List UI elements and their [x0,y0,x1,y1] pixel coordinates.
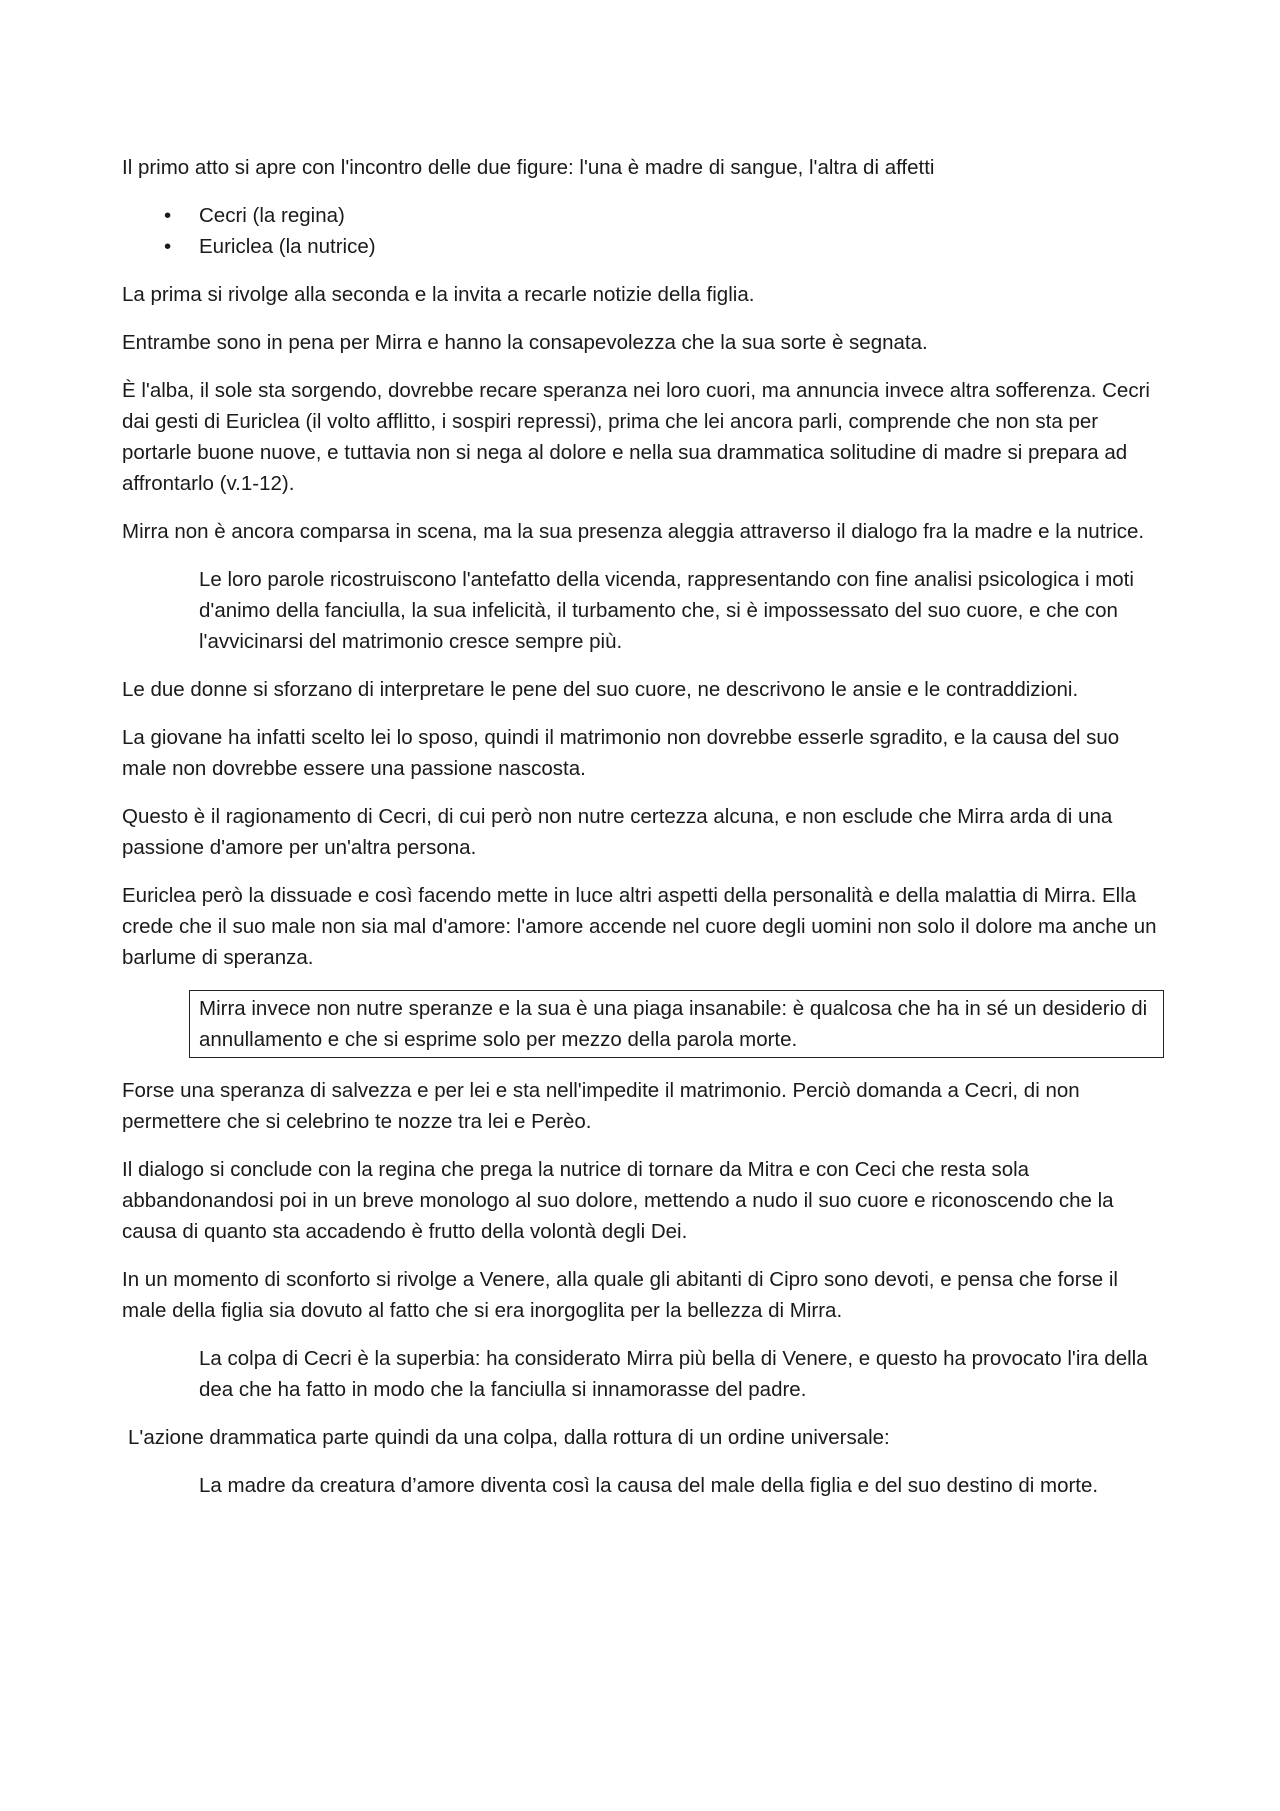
indented-paragraph: La colpa di Cecri è la superbia: ha considerato Mirra più bella di Venere, e questo ha provocato l'ira della dea che ha fatto in modo che la fanciulla si innamorasse del padre. [199,1347,1148,1401]
boxed-paragraph: Mirra invece non nutre speranze e la sua è una piaga insanabile: è qualcosa che ha in sé un desiderio di annullamento e che si esprime solo per mezzo della parola morte. [189,990,1164,1058]
paragraph: Forse una speranza di salvezza e per lei e sta nell'impedite il matrimonio. Perciò domanda a Cecri, di non permettere che si celebrino te nozze tra lei e Perèo. [122,1079,1080,1133]
list-item-text: Euriclea (la nutrice) [199,235,376,258]
paragraph: Questo è il ragionamento di Cecri, di cui però non nutre certezza alcuna, e non esclude che Mirra arda di una passione d'amore per un'altra persona. [122,805,1113,859]
paragraph: Mirra non è ancora comparsa in scena, ma la sua presenza aleggia attraverso il dialogo fra la madre e la nutrice. [122,520,1145,543]
paragraph: La prima si rivolge alla seconda e la invita a recarle notizie della figlia. [122,283,755,306]
characters-list [122,200,1168,262]
bullet-icon: • [164,204,172,227]
paragraph: Entrambe sono in pena per Mirra e hanno la consapevolezza che la sua sorte è segnata. [122,331,928,354]
bullet-icon: • [164,235,172,258]
paragraph: Le due donne si sforzano di interpretare le pene del suo cuore, ne descrivono le ansie e le contraddizioni. [122,678,1079,701]
document-page [122,152,1168,1518]
indented-paragraph: La madre da creatura d’amore diventa così la causa del male della figlia e del suo destino di morte. [199,1474,1099,1497]
paragraph: Euriclea però la dissuade e così facendo mette in luce altri aspetti della personalità e della malattia di Mirra. Ella crede che il suo male non sia mal d'amore: l'amore accende nel cuore degli uomini non solo il dolore ma anche un barlume di speranza. [122,884,1157,969]
paragraph-intro: Il primo atto si apre con l'incontro delle due figure: l'una è madre di sangue, l'altra di affetti [122,156,935,179]
paragraph: Il dialogo si conclude con la regina che prega la nutrice di tornare da Mitra e con Ceci che resta sola abbandonandosi poi in un breve monologo al suo dolore, mettendo a nudo il suo cuore e riconoscendo che la causa di quanto sta accadendo è frutto della volontà degli Dei. [122,1158,1114,1243]
paragraph: In un momento di sconforto si rivolge a Venere, alla quale gli abitanti di Cipro sono devoti, e pensa che forse il male della figlia sia dovuto al fatto che si era inorgoglita per la bellezza di Mirra. [122,1268,1118,1322]
list-item-text: Cecri (la regina) [199,204,345,227]
indented-paragraph: Le loro parole ricostruiscono l'antefatto della vicenda, rappresentando con fine analisi psicologica i moti d'animo della fanciulla, la sua infelicità, il turbamento che, si è impossessato del suo cuore, e che con l'avvicinarsi del matrimonio cresce sempre più. [199,568,1134,653]
paragraph: È l'alba, il sole sta sorgendo, dovrebbe recare speranza nei loro cuori, ma annuncia invece altra sofferenza. Cecri dai gesti di Euriclea (il volto afflitto, i sospiri repressi), prima che lei ancora parli, comprende che non sta per portarle buone nuove, e tuttavia non si nega al dolore e nella sua drammatica solitudine di madre si prepara ad affrontarlo (v.1-12). [122,379,1150,495]
list-item [122,231,1168,262]
paragraph: La giovane ha infatti scelto lei lo sposo, quindi il matrimonio non dovrebbe esserle sgradito, e la causa del suo male non dovrebbe essere una passione nascosta. [122,726,1120,780]
list-item [122,200,1168,231]
paragraph: L'azione drammatica parte quindi da una colpa, dalla rottura di un ordine universale: [128,1426,890,1449]
